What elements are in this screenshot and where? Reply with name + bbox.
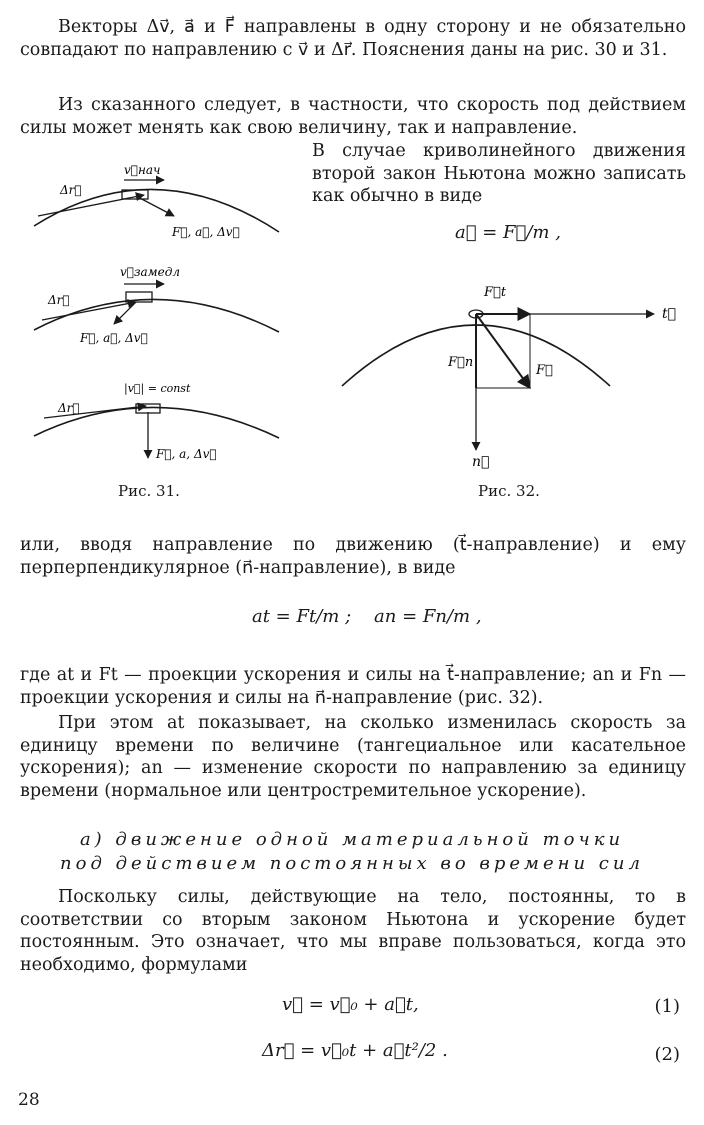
paragraph-consequence: Из сказанного следует, в частности, что скорость под действием силы может менять как свою величину, так и направление. xyxy=(20,95,686,138)
formula-newton-text: a⃗ = F⃗/m , xyxy=(455,222,561,243)
label-ft: F⃗t xyxy=(484,285,507,300)
page-number: 28 xyxy=(18,1090,40,1110)
label-f: F⃗ xyxy=(536,363,553,378)
label-delta-r: Δr⃗ xyxy=(60,183,82,197)
figure-31-caption: Рис. 31. xyxy=(118,482,180,500)
trajectory-curve xyxy=(34,299,279,332)
label-force: F⃗, a, Δv⃗ xyxy=(156,447,217,461)
paragraph-vectors: Векторы Δv⃗, a⃗ и F⃗ направлены в одну сторону и не обязательно совпадают по направлению с v⃗ и Δr⃗. Пояснения даны на рис. 30 и 31. xyxy=(20,17,686,60)
section-heading-line-1: а) движение одной материальной точки xyxy=(79,829,625,850)
figure-31-panel-b xyxy=(34,265,279,345)
equation-2-number: (2) xyxy=(654,1044,680,1065)
label-n: n⃗ xyxy=(472,454,490,470)
paragraph-where: где at и Ft — проекции ускорения и силы на t⃗-направление; an и Fn — проекции ускорения и силы на n⃗-направление (рис. 32). xyxy=(20,665,686,708)
label-velocity: |v⃗| = const xyxy=(124,382,191,395)
figure-32 xyxy=(338,274,694,474)
section-heading-line-2: под действием постоянных во времени сил xyxy=(60,853,644,874)
label-delta-r: Δr⃗ xyxy=(48,293,70,307)
figure-31-panel-a xyxy=(34,163,279,239)
label-force: F⃗, a⃗, Δv⃗ xyxy=(80,331,148,345)
label-fn: F⃗n xyxy=(448,355,474,370)
figure-32-caption: Рис. 32. xyxy=(478,482,540,500)
resultant-force xyxy=(476,314,530,388)
label-t: t⃗ xyxy=(662,306,677,322)
figure-31 xyxy=(24,160,294,480)
equation-1: v⃗ = v⃗₀ + a⃗t, xyxy=(282,994,419,1015)
label-velocity: v⃗замедл xyxy=(120,265,180,279)
section-heading xyxy=(0,828,704,876)
formula-projections xyxy=(252,606,482,627)
paragraph-projection: или, вводя направление по движению (t⃗-направление) и ему перперпендикулярное (n⃗-направление), в виде xyxy=(20,535,686,578)
formula-an: an = Fn/m , xyxy=(374,606,482,627)
paragraph-meaning: При этом at показывает, на сколько изменилась скорость за единицу времени по величине (тангециальное или касательное ускорения); an — изменение скорости по направлению за единицу времени (нормальное или центростремительное ускорение). xyxy=(20,713,686,801)
equation-2: Δr⃗ = v⃗₀t + a⃗t²/2 . xyxy=(262,1040,448,1061)
paragraph-curvilinear: В случае криволинейного движения второй закон Ньютона можно записать как обычно в виде xyxy=(312,141,686,206)
label-delta-r: Δr⃗ xyxy=(58,401,80,415)
figure-31-panel-c xyxy=(34,382,279,461)
label-force: F⃗, a⃗, Δv⃗ xyxy=(172,225,240,239)
label-velocity: v⃗нач xyxy=(124,163,161,177)
formula-newton xyxy=(455,222,561,243)
paragraph-constant-forces: Поскольку силы, действующие на тело, постоянны, то в соответствии со вторым законом Ньютона и ускорение будет постоянным. Это означает, что мы вправе пользоваться, когда это необходимо, формулами xyxy=(20,887,686,975)
formula-at: at = Ft/m ; xyxy=(252,606,352,627)
equation-1-number: (1) xyxy=(654,996,680,1017)
force-vector xyxy=(136,196,174,216)
